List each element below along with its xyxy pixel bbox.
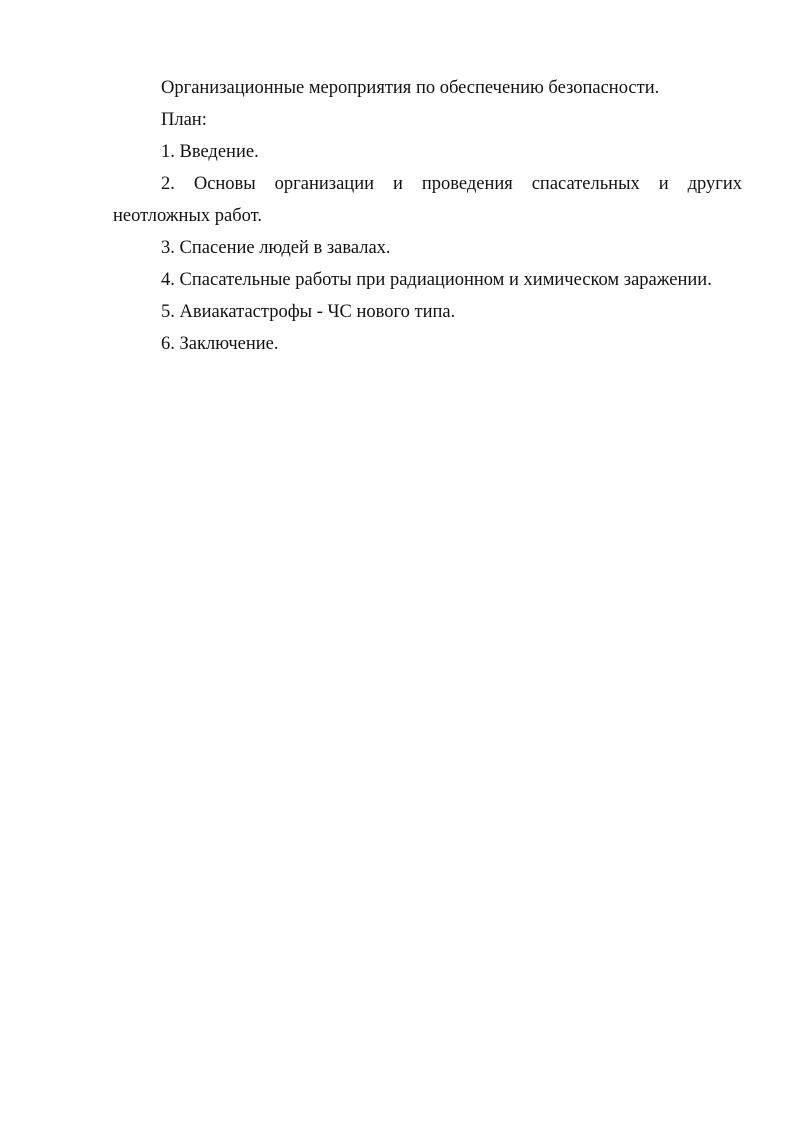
plan-item-rescue-basics: 2. Основы организации и проведения спасательных и других неотложных работ.: [113, 174, 742, 226]
document-body: [113, 72, 742, 360]
plan-item-contamination-rescue: 4. Спасательные работы при радиационном и химическом заражении.: [161, 270, 712, 290]
plan-item-introduction: 1. Введение.: [161, 142, 259, 162]
document-title: Организационные мероприятия по обеспечению безопасности.: [161, 78, 660, 98]
plan-item-air-disasters: 5. Авиакатастрофы - ЧС нового типа.: [161, 302, 456, 322]
plan-label: План:: [161, 110, 207, 130]
plan-item-conclusion: 6. Заключение.: [161, 334, 279, 354]
plan-item-rubble-rescue: 3. Спасение людей в завалах.: [161, 238, 391, 258]
